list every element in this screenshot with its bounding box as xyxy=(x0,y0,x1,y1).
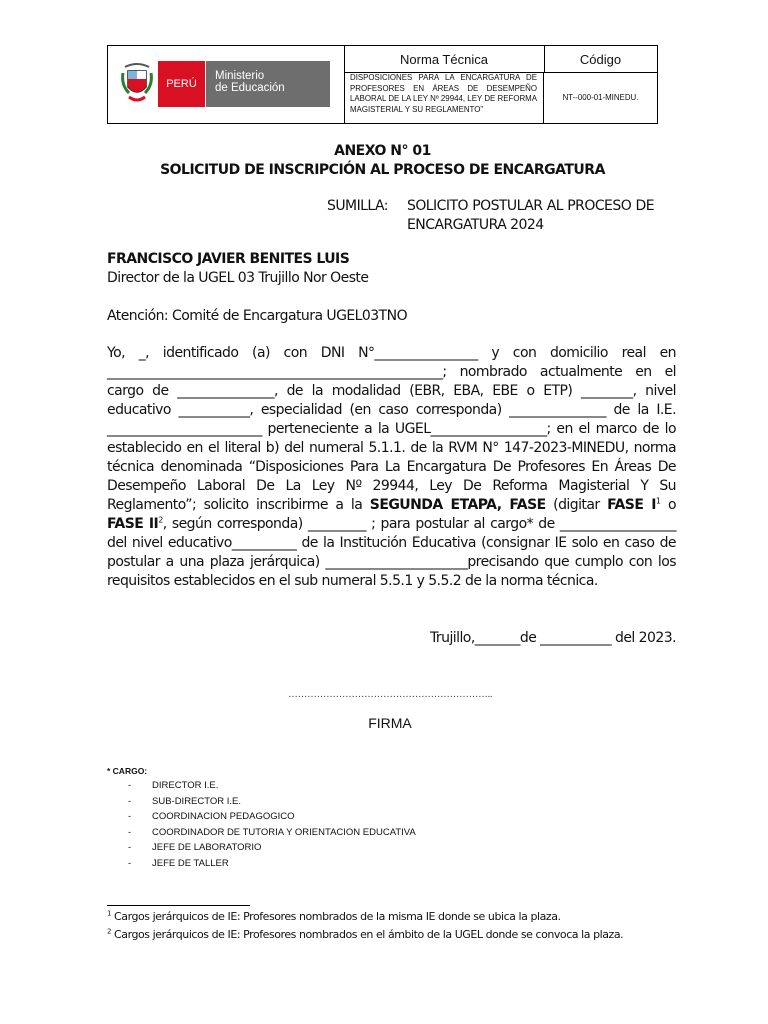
signature-dots: ……………………………………………………….. xyxy=(287,689,493,700)
footnote-ref-2: 2 xyxy=(158,515,163,525)
footnote-1: $^1$ Cargos jerárquicos de IE: Profesores nombrados de la misma IE donde se ubica la plaza. xyxy=(107,909,561,923)
stage-bold: SEGUNDA ETAPA, FASE xyxy=(369,497,546,513)
norma-code: NT--000-01-MINEDU. xyxy=(562,93,639,102)
signature-label: FIRMA xyxy=(368,715,412,731)
annex-title: SOLICITUD DE INSCRIPCIÓN AL PROCESO DE ENCARGATURA xyxy=(160,162,605,178)
footnote-2: $^2$ Cargos jerárquicos de IE: Profesores nombrados en el ámbito de la UGEL donde se convoca la plaza. xyxy=(107,927,624,941)
norma-title-cell: Norma Técnica xyxy=(344,46,545,73)
fase-2: FASE II xyxy=(107,516,159,532)
request-text-part-1: Yo, _, identificado (a) con DNI N°________________ y con domicilio real en ____________________________________________________; nombrado actualmente en el cargo de _______________, de la modalidad (EBR, EBA, EBE o ETP) ________, nivel educativo ___________, especialidad (en caso corresponda) _______________ de la I.E. ________________________ perteneciente a la UGEL__________________; en el marco de lo establecido en el literal b) del numeral 5.1.1. de la RVM N° 147-2023-MINEDU, norma técnica denominada “Disposiciones Para La Encargatura De Profesores En Áreas De Desempeño Laboral De La Ley Nº 29944, Ley De Reforma Magisterial Y Su Reglamento”; solicito inscribirme a la xyxy=(107,345,676,513)
addressee-name: FRANCISCO JAVIER BENITES LUIS xyxy=(107,251,350,267)
codigo-title-cell: Código xyxy=(544,46,657,73)
sumilla-text: SOLICITO POSTULAR AL PROCESO DE ENCARGATURA 2024 xyxy=(407,198,654,233)
attention-line: Atención: Comité de Encargatura UGEL03TNO xyxy=(107,308,408,324)
request-paragraph xyxy=(107,344,676,591)
cargo-title: * CARGO: xyxy=(107,766,148,776)
request-text xyxy=(107,344,676,591)
logo-cell xyxy=(108,46,345,123)
header-table xyxy=(107,45,658,124)
norma-description: DISPOSICIONES PARA LA ENCARGATURA DE PROFESORES EN ÁREAS DE DESEMPEÑO LABORAL DE LA LEY Nº 29944, LEY DE REFORMA MAGISTERIAL Y SU REGLAMENTO” xyxy=(344,72,544,123)
peru-logo-block: PERÚ xyxy=(158,61,205,107)
footnote-divider xyxy=(107,905,250,906)
request-text-part-4: , según corresponda) _________ ; para postular al cargo* de __________________ del nivel educativo__________ de la Institución Educativa (consignar IE solo en caso de postular a una plaza jerárquica) ______________________precisando que cumplo con los requisitos establecidos en el sub numeral 5.5.1 y 5.5.2 de la norma técnica. xyxy=(107,516,676,589)
sumilla-label: SUMILLA: xyxy=(327,198,388,214)
footnote-ref-1: 1 xyxy=(655,496,661,506)
addressee-position: Director de la UGEL 03 Trujillo Nor Oeste xyxy=(107,270,369,286)
request-text-part-2: (digitar xyxy=(545,497,608,513)
ministry-line-2: de Educación xyxy=(215,82,285,94)
ministry-line-1: Ministerio xyxy=(215,70,265,82)
ministry-logo-block xyxy=(205,61,330,107)
date-line: Trujillo,_______de ___________ del 2023. xyxy=(429,630,676,646)
coat-of-arms-icon xyxy=(119,61,155,107)
annex-number: ANEXO N° 01 xyxy=(334,143,431,159)
request-text-part-3: o xyxy=(660,497,676,513)
fase-1: FASE I xyxy=(607,497,656,513)
